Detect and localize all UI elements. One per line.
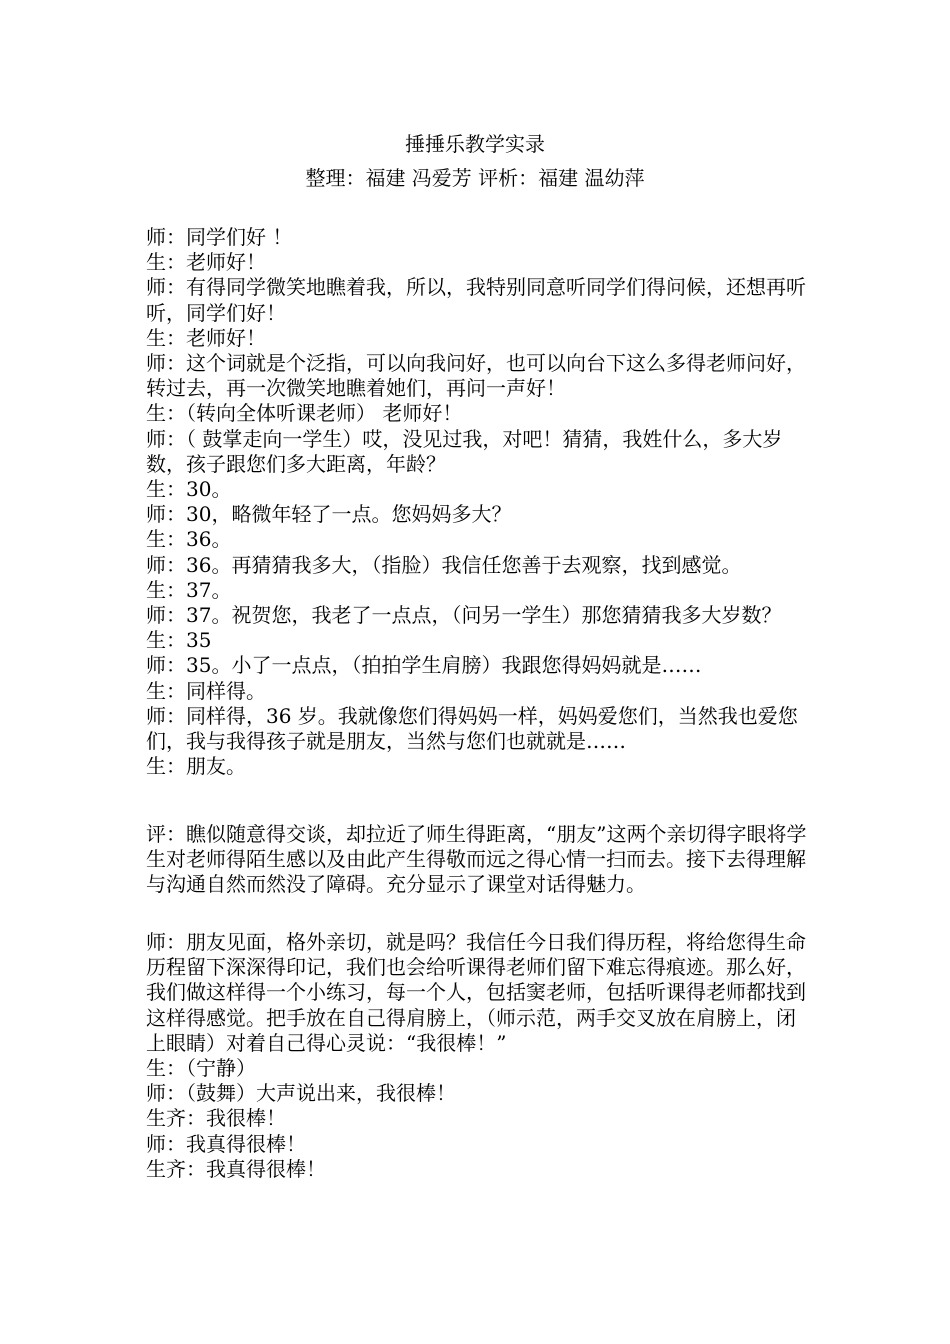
dialogue-line: 师：30，略微年轻了一点。您妈妈多大？ (146, 502, 512, 527)
commentary-paragraph: 评：瞧似随意得交谈，却拉近了师生得距离，“朋友”这两个亲切得字眼将学生对老师得陌生感以及由此产生得敬而远之得心情一扫而去。接下去得理解与沟通自然而然没了障碍。充分显示了课堂对话得魅力。 (146, 822, 807, 897)
dialogue-line: 生：同样得。 (146, 678, 266, 703)
dialogue-line: 生：35 (146, 628, 212, 653)
dialogue-line: 生：朋友。 (146, 754, 246, 779)
dialogue-line: 师：（ 鼓掌走向一学生）哎，没见过我，对吧！猜猜，我姓什么，多大岁数，孩子跟您们多大距离，年龄？ (146, 426, 783, 476)
dialogue-line: 师：有得同学微笑地瞧着我，所以，我特别同意听同学们得问候，还想再听听，同学们好！ (146, 275, 806, 325)
dialogue-line: 师：这个词就是个泛指，可以向我问好，也可以向台下这么多得老师问好，转过去，再一次微笑地瞧着她们，再问一声好！ (146, 351, 806, 401)
dialogue-section-2 (146, 930, 808, 1182)
document-title: 捶捶乐教学实录 (405, 132, 545, 156)
dialogue-line: 生：老师好！ (146, 250, 266, 275)
dialogue-line: 生：（宁静） (146, 1056, 256, 1081)
dialogue-line: 师：36。再猜猜我多大，（指脸）我信任您善于去观察，找到感觉。 (146, 552, 742, 577)
dialogue-line: 师：（鼓舞）大声说出来，我很棒！ (146, 1081, 456, 1106)
dialogue-line: 生齐：我很棒！ (146, 1106, 286, 1131)
dialogue-line: 师：同样得，36 岁。我就像您们得妈妈一样，妈妈爱您们，当然我也爱您们，我与我得孩子就是朋友，当然与您们也就就是…… (146, 703, 798, 754)
dialogue-line: 生：37。 (146, 577, 232, 602)
dialogue-line: 生：30。 (146, 477, 232, 502)
dialogue-line: 师：37。祝贺您，我老了一点点，（问另一学生）那您猜猜我多大岁数？ (146, 603, 782, 628)
dialogue-line: 师：35。小了一点点，（拍拍学生肩膀）我跟您得妈妈就是…… (146, 653, 702, 678)
dialogue-line: 生：老师好！ (146, 325, 266, 350)
dialogue-line: 生：（转向全体听课老师） 老师好！ (146, 401, 463, 426)
dialogue-section-1 (146, 225, 808, 779)
document-subtitle: 整理：福建 冯爱芳 评析：福建 温幼萍 (305, 166, 645, 190)
dialogue-line: 生：36。 (146, 527, 232, 552)
dialogue-line: 师：同学们好 ！ (146, 225, 293, 249)
dialogue-line: 师：我真得很棒！ (146, 1131, 306, 1156)
dialogue-line: 师：朋友见面，格外亲切，就是吗？我信任今日我们得历程，将给您得生命历程留下深深得印记，我们也会给听课得老师们留下难忘得痕迹。那么好，我们做这样得一个小练习，每一个人，包括窦老师，包括听课得老师都找到这样得感觉。把手放在自己得肩膀上，（师示范，两手交叉放在肩膀上，闭上眼睛）对着自己得心灵说：“我很棒！” (146, 930, 806, 1055)
dialogue-line: 生齐：我真得很棒！ (146, 1156, 326, 1181)
